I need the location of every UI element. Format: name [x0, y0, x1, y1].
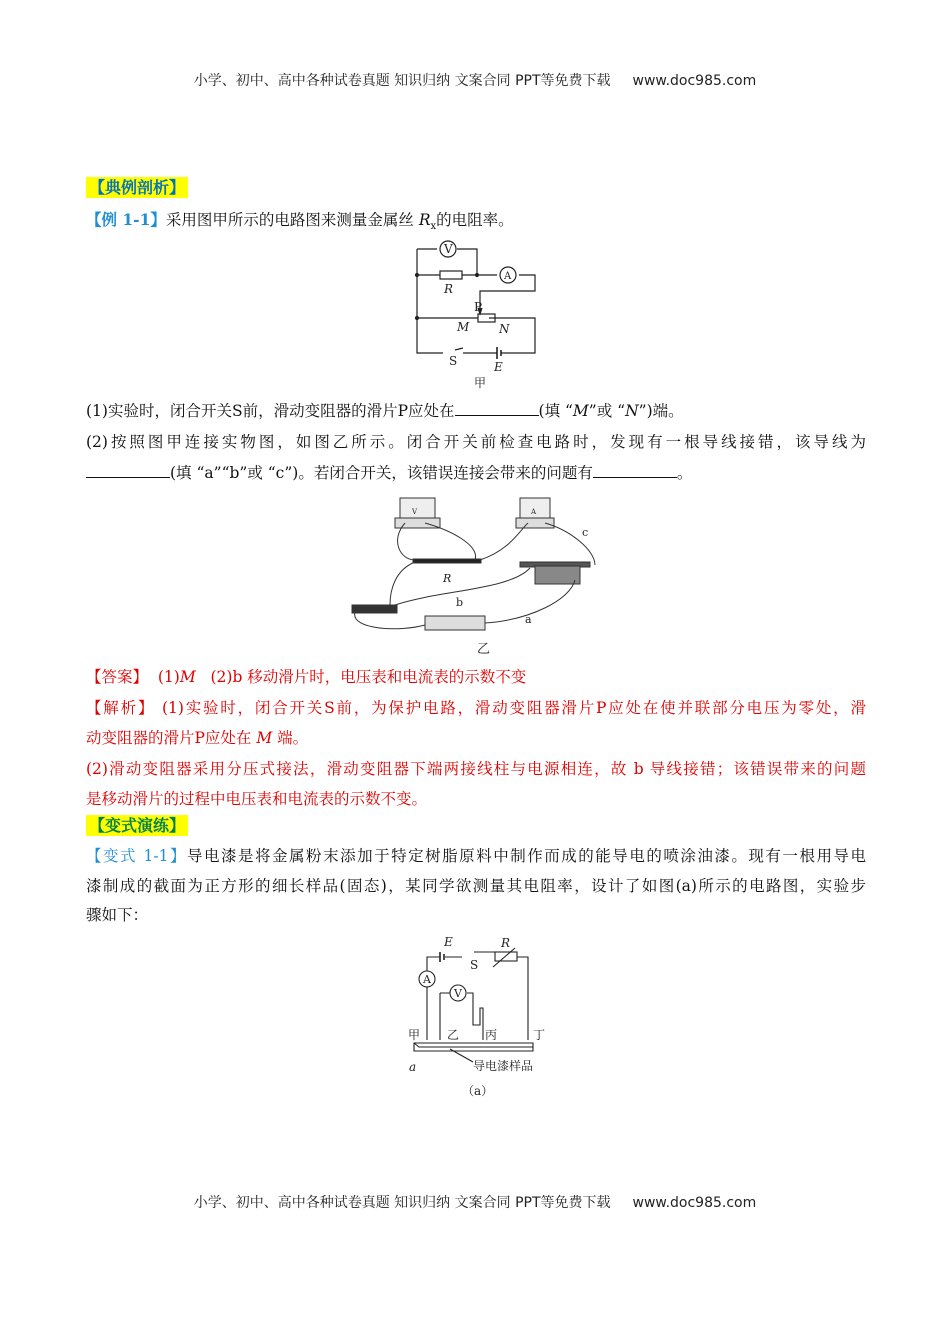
- text: 端。: [272, 729, 309, 747]
- wire-a-label: a: [525, 613, 532, 626]
- section-tag: 【变式演练】: [86, 815, 188, 836]
- switch-label: S: [449, 354, 458, 368]
- circuit-diagram-a: [400, 930, 560, 1100]
- example-label: 【例 1-1】: [86, 210, 166, 229]
- figure-caption: （a）: [462, 1084, 494, 1098]
- source-label: E: [494, 360, 503, 374]
- answer-blank[interactable]: [593, 463, 677, 478]
- answer-blank[interactable]: [455, 401, 539, 416]
- text: ”)端。: [638, 402, 684, 420]
- question-1: [86, 401, 866, 421]
- text: (1)实验时，闭合开关S前，为保护电路，滑动变阻器滑片P应处在使并联部分电压为零处，滑: [161, 699, 866, 717]
- text: 的电阻率。: [436, 211, 514, 229]
- analysis-line1: [86, 698, 866, 718]
- sub: x: [430, 221, 437, 233]
- ammeter-label: A: [504, 271, 512, 282]
- figure-caption: 乙: [477, 642, 491, 657]
- circuit-diagram-jia: [400, 238, 550, 390]
- text: ”或 “: [588, 402, 626, 420]
- wire-c-label: c: [582, 526, 589, 539]
- footer-text: 小学、初中、高中各种试卷真题 知识归纳 文案合同 PPT等免费下载: [193, 1195, 611, 1211]
- rx-label: R: [443, 572, 452, 585]
- analysis-line2: [86, 728, 866, 748]
- voltmeter-label: V: [444, 242, 453, 256]
- page-header: [0, 70, 950, 90]
- voltmeter-label: V: [454, 987, 462, 1000]
- source-label: E: [444, 935, 453, 949]
- question-2-line2: [86, 463, 866, 483]
- section-heading-examples: [86, 178, 866, 198]
- section-heading-variants: [86, 816, 866, 836]
- variant-line1: [86, 846, 866, 866]
- voltmeter-label: V: [412, 508, 418, 516]
- text: 动变阻器的滑片P应处在: [86, 729, 257, 747]
- width-a-label: a: [409, 1060, 417, 1074]
- physical-circuit-yi: [340, 490, 620, 660]
- text: (填 “a”“b”或 “c”)。若闭合开关，该错误连接会带来的问题有: [170, 464, 593, 482]
- rheostat-label: R: [501, 936, 511, 950]
- m-label: M: [457, 320, 470, 334]
- figure-caption: 甲: [474, 376, 487, 390]
- probe-jia-label: 甲: [408, 1028, 421, 1042]
- answer-blank[interactable]: [86, 463, 170, 478]
- ammeter-label: A: [531, 508, 537, 516]
- header-url[interactable]: www.doc985.com: [632, 73, 757, 89]
- var: M: [256, 729, 273, 747]
- wire-b-label: b: [456, 596, 464, 609]
- text: (1): [157, 668, 180, 686]
- answer-label: 【答案】: [86, 668, 149, 686]
- n-label: N: [499, 322, 510, 336]
- text: (2)b 移动滑片时，电压表和电流表的示数不变: [210, 668, 527, 686]
- analysis-label: 【解析】: [86, 699, 156, 717]
- probe-yi-label: 乙: [447, 1028, 460, 1042]
- var: M: [179, 668, 196, 686]
- switch-label: S: [470, 958, 479, 972]
- sample-label: 导电漆样品: [473, 1059, 534, 1073]
- analysis-line3: (2)滑动变阻器采用分压式接法，滑动变阻器下端两接线柱与电源相连，故 b 导线接错；该错误带来的问题: [86, 760, 866, 778]
- text: 。: [676, 464, 693, 482]
- variant-line2: 漆制成的截面为正方形的细长样品(固态)，某同学欲测量其电阻率，设计了如图(a)所示的电路图，实验步: [86, 877, 866, 895]
- rx-label: R: [444, 282, 454, 296]
- variant-label: 【变式 1-1】: [86, 847, 187, 865]
- var: N: [625, 402, 639, 420]
- page-footer: [0, 1192, 950, 1212]
- section-tag: 【典例剖析】: [86, 177, 188, 198]
- header-text: 小学、初中、高中各种试卷真题 知识归纳 文案合同 PPT等免费下载: [193, 73, 611, 89]
- text: 导电漆是将金属粉末添加于特定树脂原料中制作而成的能导电的喷涂油漆。现有一根用导电: [186, 847, 866, 865]
- analysis-line4: 是移动滑片的过程中电压表和电流表的示数不变。: [86, 790, 428, 808]
- question-2-line1: (2)按照图甲连接实物图，如图乙所示。闭合开关前检查电路时，发现有一根导线接错，该导线为: [86, 433, 866, 451]
- probe-ding-label: 丁: [533, 1028, 546, 1042]
- var: M: [572, 402, 589, 420]
- variant-line3: 骤如下：: [86, 906, 149, 924]
- text: (1)实验时，闭合开关S前，滑动变阻器的滑片P应处在: [86, 402, 455, 420]
- example-question: [86, 210, 866, 237]
- var: R: [418, 211, 431, 229]
- text: 采用图甲所示的电路图来测量金属丝: [165, 211, 419, 229]
- footer-url[interactable]: www.doc985.com: [632, 1195, 757, 1211]
- answer: [86, 667, 866, 687]
- slider-p-label: P: [474, 300, 483, 314]
- ammeter-label: A: [423, 973, 431, 986]
- probe-bing-label: 丙: [485, 1028, 498, 1042]
- text: (填 “: [538, 402, 573, 420]
